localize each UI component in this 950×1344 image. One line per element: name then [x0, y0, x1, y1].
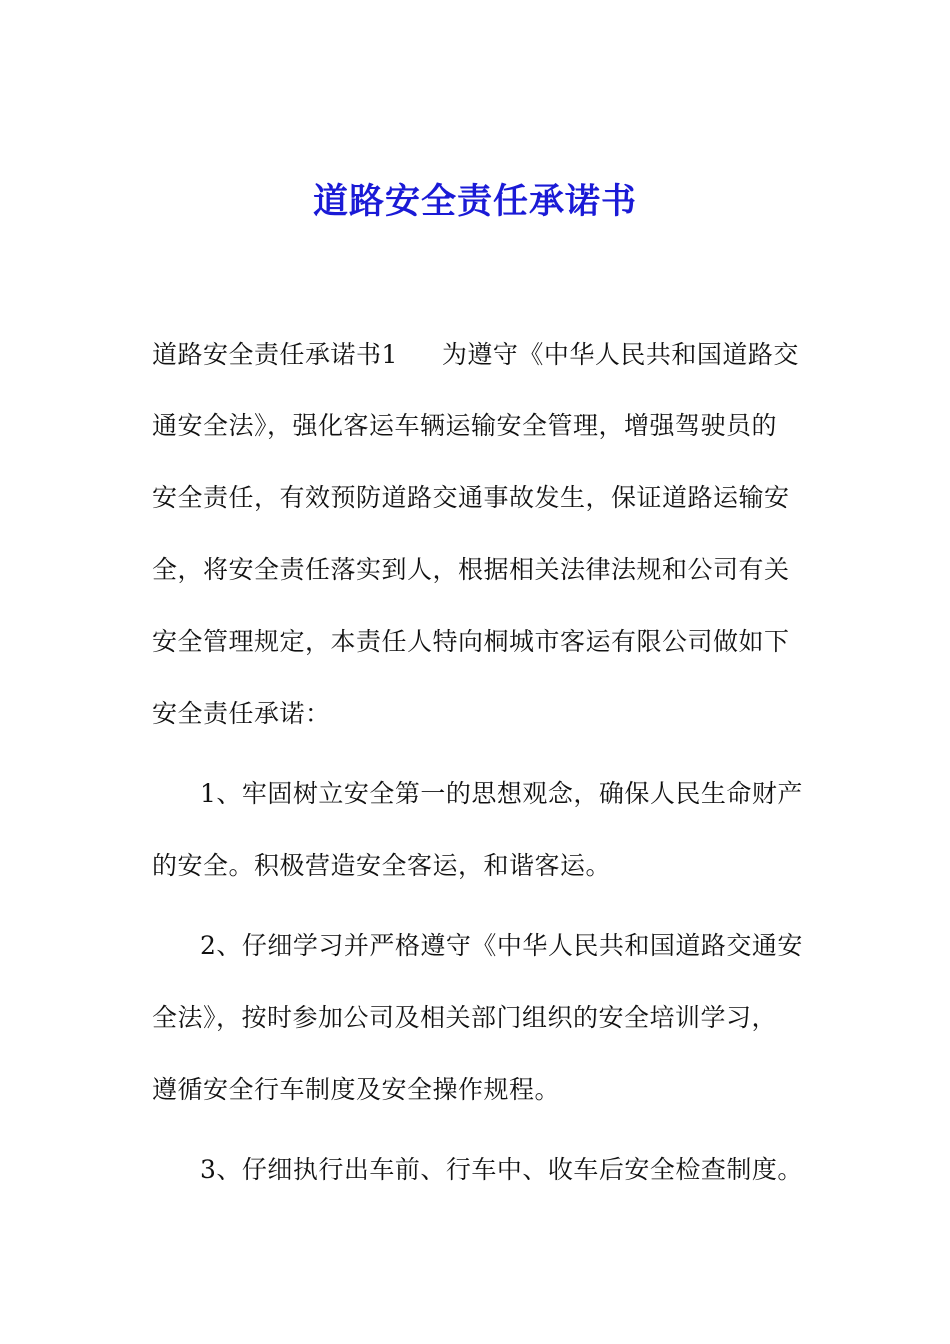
item-1-line-1: 1、牢固树立安全第一的思想观念，确保人民生命财产 [200, 779, 803, 808]
item-2-line-2: 全法》，按时参加公司及相关部门组织的安全培训学习， [152, 1003, 778, 1032]
intro-line-5: 安全管理规定，本责任人特向桐城市客运有限公司做如下 [152, 627, 790, 656]
item-3-line-1: 3、仔细执行出车前、行车中、收车后安全检查制度。 [200, 1155, 803, 1184]
document-title: 道路安全责任承诺书 [312, 182, 637, 222]
intro-line-4: 全，将安全责任落实到人，根据相关法律法规和公司有关 [152, 555, 790, 584]
intro-line-3: 安全责任，有效预防道路交通事故发生，保证道路运输安 [152, 483, 790, 512]
intro-line-1 [152, 337, 799, 373]
item-1-line-2: 的安全。积极营造安全客运，和谐客运。 [152, 851, 612, 880]
intro-line-2: 通安全法》，强化客运车辆运输安全管理，增强驾驶员的 [152, 411, 778, 440]
item-2-line-1: 2、仔细学习并严格遵守《中华人民共和国道路交通安 [200, 931, 803, 960]
item-2-line-3: 遵循安全行车制度及安全操作规程。 [152, 1075, 561, 1104]
intro-line-6: 安全责任承诺： [152, 699, 331, 728]
intro-heading: 道路安全责任承诺书1 [152, 340, 398, 369]
intro-line-1-text: 为遵守《中华人民共和国道路交 [441, 340, 799, 369]
